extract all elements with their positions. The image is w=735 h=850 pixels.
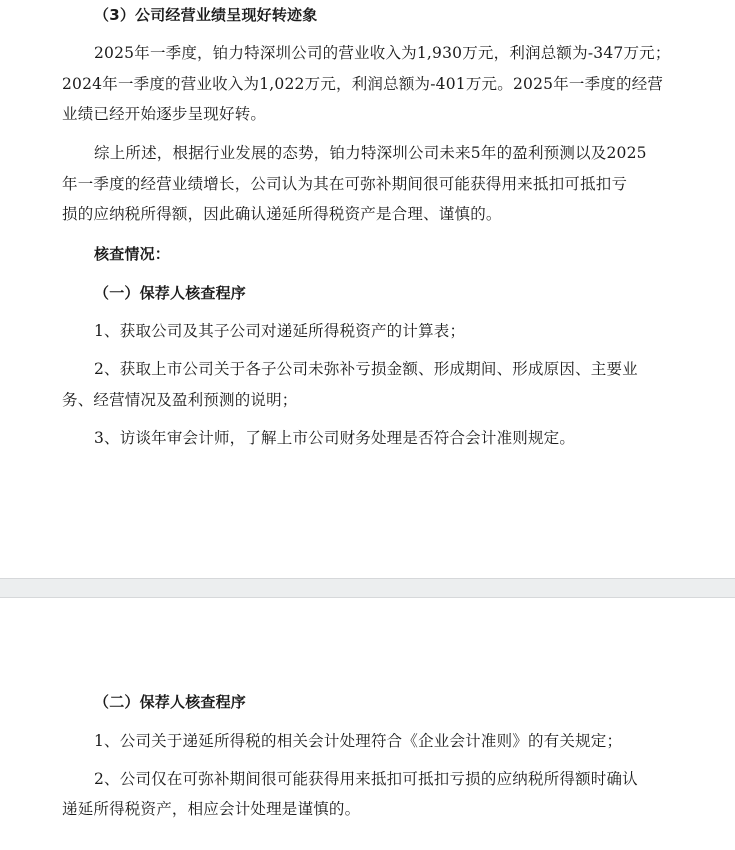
list-item-continuation: 递延所得税资产，相应会计处理是谨慎的。 [62, 800, 361, 818]
list-item: 2、获取上市公司关于各子公司未弥补亏损金额、形成期间、形成原因、主要业 [94, 360, 638, 378]
section-heading-3: （3）公司经营业绩呈现好转迹象 [94, 6, 318, 24]
paragraph-line: 年一季度的经营业绩增长，公司认为其在可弥补期间很可能获得用来抵扣可抵扣亏 [62, 175, 628, 193]
list-item: 2、公司仅在可弥补期间很可能获得用来抵扣可抵扣亏损的应纳税所得额时确认 [94, 770, 638, 788]
section-heading-1: （一）保荐人核查程序 [94, 284, 247, 302]
document-page-2 [0, 598, 735, 850]
list-item-continuation: 务、经营情况及盈利预测的说明； [62, 391, 298, 409]
page-separator [0, 578, 735, 598]
list-item: 1、公司关于递延所得税的相关会计处理符合《企业会计准则》的有关规定； [94, 732, 623, 750]
paragraph-line: 损的应纳税所得额，因此确认递延所得税资产是合理、谨慎的。 [62, 205, 502, 223]
paragraph-line: 综上所述，根据行业发展的态势，铂力特深圳公司未来5年的盈利预测以及2025 [94, 144, 647, 162]
paragraph-line: 2025年一季度，铂力特深圳公司的营业收入为1,930万元，利润总额为-347万元； [94, 44, 671, 62]
paragraph-line: 业绩已经开始逐步呈现好转。 [62, 105, 267, 123]
list-item: 1、获取公司及其子公司对递延所得税资产的计算表； [94, 322, 466, 340]
section-heading-2: （二）保荐人核查程序 [94, 693, 247, 711]
check-heading: 核查情况： [94, 245, 171, 263]
paragraph-line: 2024年一季度的营业收入为1,022万元，利润总额为-401万元。2025年一季度的经营 [62, 75, 664, 93]
list-item: 3、访谈年审会计师，了解上市公司财务处理是否符合会计准则规定。 [94, 429, 576, 447]
